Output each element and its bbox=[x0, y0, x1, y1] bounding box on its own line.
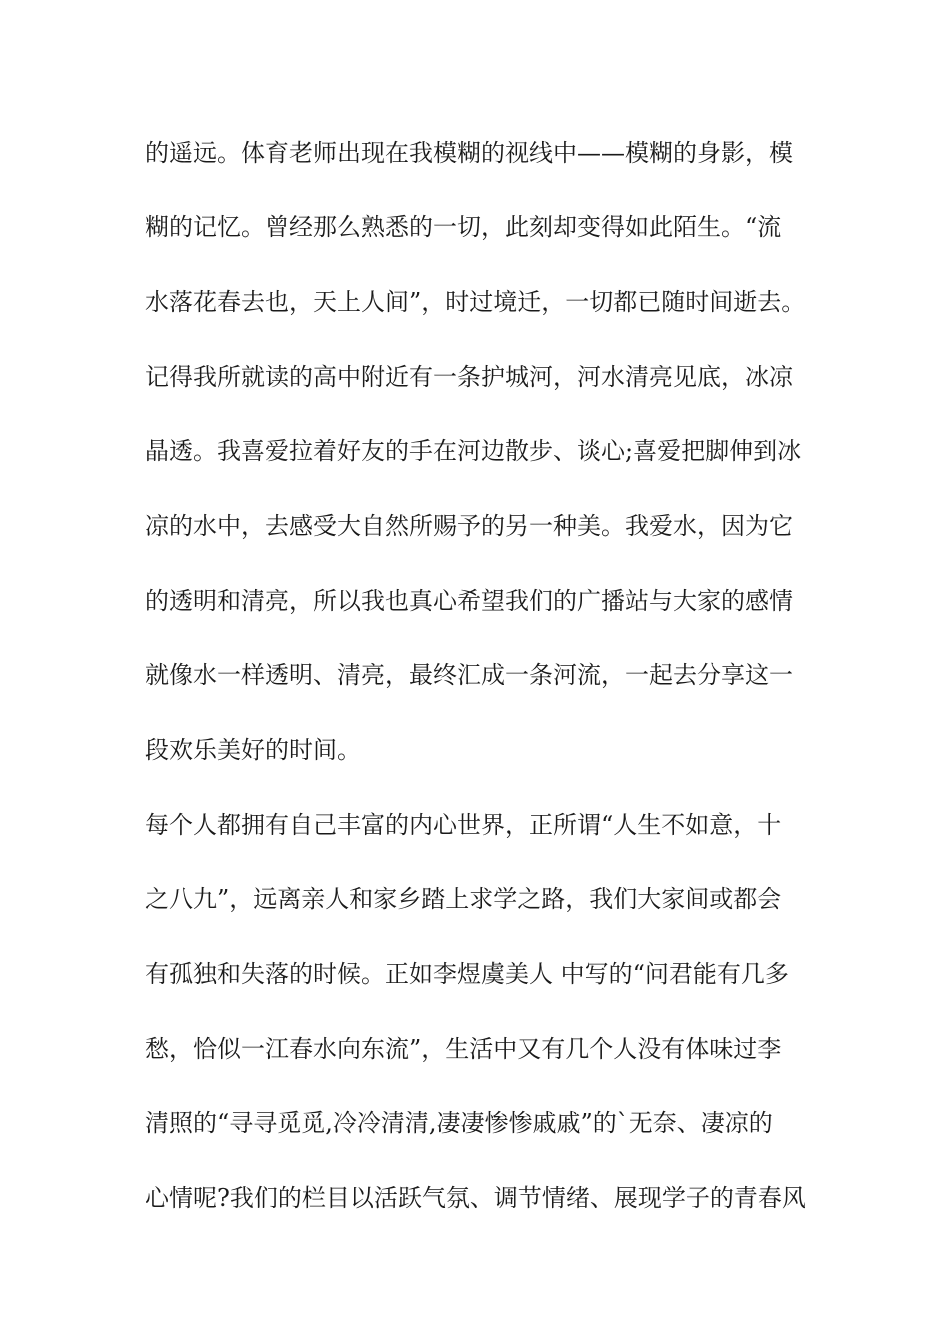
text-line: 水落花春去也，天上人间”，时过境迁，一切都已随时间逝去。 bbox=[145, 288, 806, 316]
text-line: 之八九”，远离亲人和家乡踏上求学之路，我们大家间或都会 bbox=[145, 885, 782, 913]
text-line: 清照的“寻寻觅觅,冷冷清清,凄凄惨惨戚戚”的`无奈、凄凉的 bbox=[145, 1109, 773, 1137]
text-line: 心情呢?我们的栏目以活跃气氛、调节情绪、展现学子的青春风 bbox=[145, 1184, 806, 1212]
text-line: 有孤独和失落的时候。正如李煜虞美人 中写的“问君能有几多 bbox=[145, 960, 789, 988]
text-line: 糊的记忆。曾经那么熟悉的一切，此刻却变得如此陌生。“流 bbox=[145, 213, 782, 241]
text-line: 凉的水中，去感受大自然所赐予的另一种美。我爱水，因为它 bbox=[145, 512, 793, 540]
text-line: 就像水一样透明、清亮，最终汇成一条河流，一起去分享这一 bbox=[145, 661, 793, 689]
text-line: 每个人都拥有自己丰富的内心世界，正所谓“人生不如意，十 bbox=[145, 811, 782, 839]
text-line: 的遥远。体育老师出现在我模糊的视线中——模糊的身影，模 bbox=[145, 139, 793, 167]
text-line: 记得我所就读的高中附近有一条护城河，河水清亮见底，冰凉 bbox=[145, 363, 793, 391]
text-line: 愁，恰似一江春水向东流”，生活中又有几个人没有体味过李 bbox=[145, 1035, 782, 1063]
text-line: 的透明和清亮，所以我也真心希望我们的广播站与大家的感情 bbox=[145, 587, 793, 615]
text-line: 晶透。我喜爱拉着好友的手在河边散步、谈心;喜爱把脚伸到冰 bbox=[145, 437, 802, 465]
text-line: 段欢乐美好的时间。 bbox=[145, 736, 361, 764]
